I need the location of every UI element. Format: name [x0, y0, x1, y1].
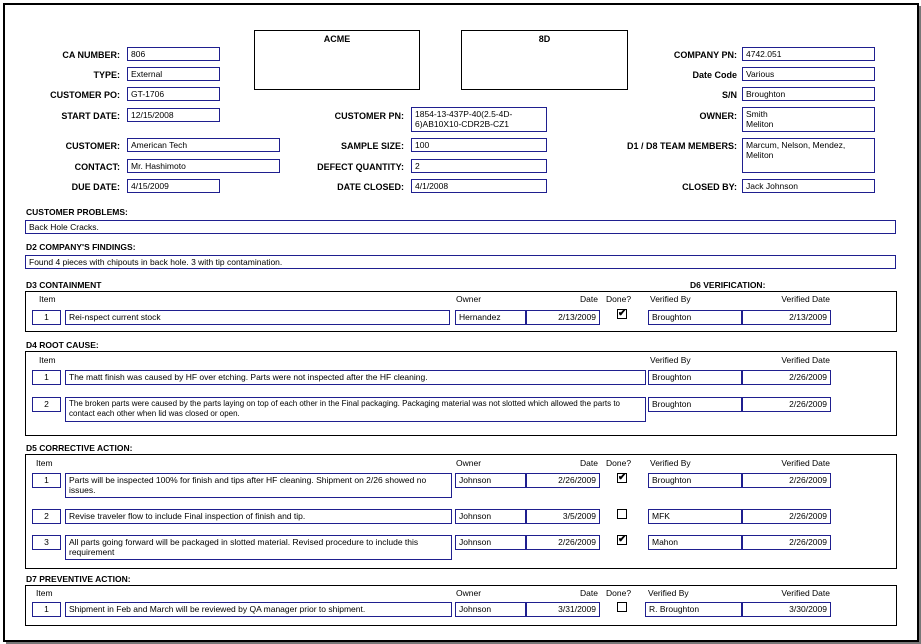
contact-field[interactable]: Mr. Hashimoto — [127, 159, 280, 173]
d5-done-header: Done? — [606, 458, 632, 468]
row-verified-date[interactable]: 2/26/2009 — [742, 535, 831, 550]
d6-title: D6 VERIFICATION: — [690, 280, 766, 290]
acme-header-box: ACME — [254, 30, 420, 90]
row-item[interactable]: 1 — [32, 602, 61, 617]
team-members-field[interactable]: Marcum, Nelson, Mendez, Meliton — [742, 138, 875, 173]
start-date-label: START DATE: — [61, 111, 120, 121]
d3-title: D3 CONTAINMENT — [26, 280, 102, 290]
d4-item-header: Item — [39, 355, 56, 365]
d7-done-header: Done? — [606, 588, 632, 598]
d7-date-header: Date — [580, 588, 598, 598]
row-verified-by[interactable]: Broughton — [648, 370, 742, 385]
row-description[interactable]: All parts going forward will be packaged in slotted material. Revised procedure to include this requirement — [65, 535, 452, 560]
ca-number-field[interactable]: 806 — [127, 47, 220, 61]
sn-field[interactable]: Broughton — [742, 87, 875, 101]
owner-field[interactable]: Smith Meliton — [742, 107, 875, 132]
row-date[interactable]: 3/5/2009 — [526, 509, 600, 524]
customer-po-field[interactable]: GT-1706 — [127, 87, 220, 101]
row-description[interactable]: The broken parts were caused by the parts laying on top of each other in the Final packaging. Packaging material was not slotted which allowed the parts to contact each other when lid was closed or open. — [65, 397, 646, 422]
sn-label: S/N — [721, 90, 737, 100]
row-verified-date[interactable]: 2/26/2009 — [742, 370, 831, 385]
d4-section-box — [25, 351, 897, 436]
d7-item-header: Item — [36, 588, 53, 598]
row-verified-by[interactable]: Broughton — [648, 397, 742, 412]
company-pn-field[interactable]: 4742.051 — [742, 47, 875, 61]
d4-title: D4 ROOT CAUSE: — [26, 340, 99, 350]
d7-title: D7 PREVENTIVE ACTION: — [26, 574, 131, 584]
d3-date-header: Date — [580, 294, 598, 304]
d4-verified-date-header: Verified Date — [781, 355, 830, 365]
d3-verified-date-header: Verified Date — [781, 294, 830, 304]
row-description[interactable]: Rei-nspect current stock — [65, 310, 450, 325]
row-done-checkbox[interactable]: ✔ — [618, 472, 627, 483]
date-code-field[interactable]: Various — [742, 67, 875, 81]
row-verified-by[interactable]: Broughton — [648, 310, 742, 325]
row-date[interactable]: 2/13/2009 — [526, 310, 600, 325]
customer-problems-field[interactable]: Back Hole Cracks. — [25, 220, 896, 234]
row-done-checkbox[interactable]: ✔ — [618, 534, 627, 545]
defect-quantity-label: DEFECT QUANTITY: — [317, 162, 404, 172]
row-item[interactable]: 1 — [32, 370, 61, 385]
8d-header-box: 8D — [461, 30, 628, 90]
d7-verified-date-header: Verified Date — [781, 588, 830, 598]
customer-po-label: CUSTOMER PO: — [50, 90, 120, 100]
due-date-field[interactable]: 4/15/2009 — [127, 179, 220, 193]
row-done-checkbox[interactable] — [617, 509, 627, 519]
row-description[interactable]: The matt finish was caused by HF over etching. Parts were not inspected after the HF cleaning. — [65, 370, 646, 385]
customer-label: CUSTOMER: — [65, 141, 120, 151]
d7-owner-header: Owner — [456, 588, 482, 598]
team-members-label: D1 / D8 TEAM MEMBERS: — [626, 141, 737, 151]
row-description[interactable]: Parts will be inspected 100% for finish and tips after HF cleaning. Shipment on 2/26 showed no issues. — [65, 473, 452, 498]
row-date[interactable]: 2/26/2009 — [526, 473, 600, 488]
row-owner[interactable]: Johnson — [455, 535, 526, 550]
sample-size-label: SAMPLE SIZE: — [340, 141, 404, 151]
row-owner[interactable]: Hernandez — [455, 310, 526, 325]
row-verified-by[interactable]: R. Broughton — [645, 602, 742, 617]
d5-verified-date-header: Verified Date — [781, 458, 830, 468]
d5-verified-by-header: Verified By — [650, 458, 691, 468]
due-date-label: DUE DATE: — [71, 182, 120, 192]
defect-quantity-field[interactable]: 2 — [411, 159, 547, 173]
sample-size-field[interactable]: 100 — [411, 138, 547, 152]
row-item[interactable]: 2 — [32, 509, 61, 524]
company-pn-label: COMPANY PN: — [673, 50, 737, 60]
d7-verified-by-header: Verified By — [648, 588, 689, 598]
row-description[interactable]: Revise traveler flow to include Final inspection of finish and tip. — [65, 509, 452, 524]
row-verified-date[interactable]: 2/26/2009 — [742, 473, 831, 488]
d3-owner-header: Owner — [456, 294, 482, 304]
date-code-label: Date Code — [692, 70, 737, 80]
d5-date-header: Date — [580, 458, 598, 468]
closed-by-label: CLOSED BY: — [682, 182, 737, 192]
d5-item-header: Item — [36, 458, 53, 468]
row-verified-date[interactable]: 2/26/2009 — [742, 509, 831, 524]
row-owner[interactable]: Johnson — [455, 473, 526, 488]
owner-label: OWNER: — [699, 111, 737, 121]
d5-owner-header: Owner — [456, 458, 482, 468]
row-description[interactable]: Shipment in Feb and March will be reviewed by QA manager prior to shipment. — [65, 602, 452, 617]
row-item[interactable]: 2 — [32, 397, 61, 412]
row-item[interactable]: 1 — [32, 310, 61, 325]
row-done-checkbox[interactable] — [617, 602, 627, 612]
row-owner[interactable]: Johnson — [455, 602, 526, 617]
d3-done-header: Done? — [606, 294, 632, 304]
customer-pn-label: CUSTOMER PN: — [334, 111, 404, 121]
d4-verified-by-header: Verified By — [650, 355, 691, 365]
start-date-field[interactable]: 12/15/2008 — [127, 108, 220, 122]
d2-title: D2 COMPANY'S FINDINGS: — [26, 242, 136, 252]
d2-findings-field[interactable]: Found 4 pieces with chipouts in back hole. 3 with tip contamination. — [25, 255, 896, 269]
row-verified-date[interactable]: 2/13/2009 — [742, 310, 831, 325]
date-closed-field[interactable]: 4/1/2008 — [411, 179, 547, 193]
d3-item-header: Item — [39, 294, 56, 304]
contact-label: CONTACT: — [74, 162, 120, 172]
row-item[interactable]: 1 — [32, 473, 61, 488]
row-verified-by[interactable]: MFK — [648, 509, 742, 524]
row-verified-by[interactable]: Mahon — [648, 535, 742, 550]
row-item[interactable]: 3 — [32, 535, 61, 550]
row-verified-date[interactable]: 3/30/2009 — [742, 602, 831, 617]
type-field[interactable]: External — [127, 67, 220, 81]
row-verified-date[interactable]: 2/26/2009 — [742, 397, 831, 412]
d5-title: D5 CORRECTIVE ACTION: — [26, 443, 133, 453]
customer-problems-title: CUSTOMER PROBLEMS: — [26, 207, 128, 217]
row-done-checkbox[interactable]: ✔ — [618, 308, 627, 319]
date-closed-label: DATE CLOSED: — [337, 182, 404, 192]
customer-pn-field[interactable]: 1854-13-437P-40(2.5-4D- 6)AB10X10-CDR2B-CZ1 — [411, 107, 547, 132]
row-verified-by[interactable]: Broughton — [648, 473, 742, 488]
closed-by-field[interactable]: Jack Johnson — [742, 179, 875, 193]
ca-number-label: CA NUMBER: — [62, 50, 120, 60]
d3-verified-by-header: Verified By — [650, 294, 691, 304]
row-date[interactable]: 3/31/2009 — [526, 602, 600, 617]
customer-field[interactable]: American Tech — [127, 138, 280, 152]
type-label: TYPE: — [93, 70, 120, 80]
row-owner[interactable]: Johnson — [455, 509, 526, 524]
row-date[interactable]: 2/26/2009 — [526, 535, 600, 550]
